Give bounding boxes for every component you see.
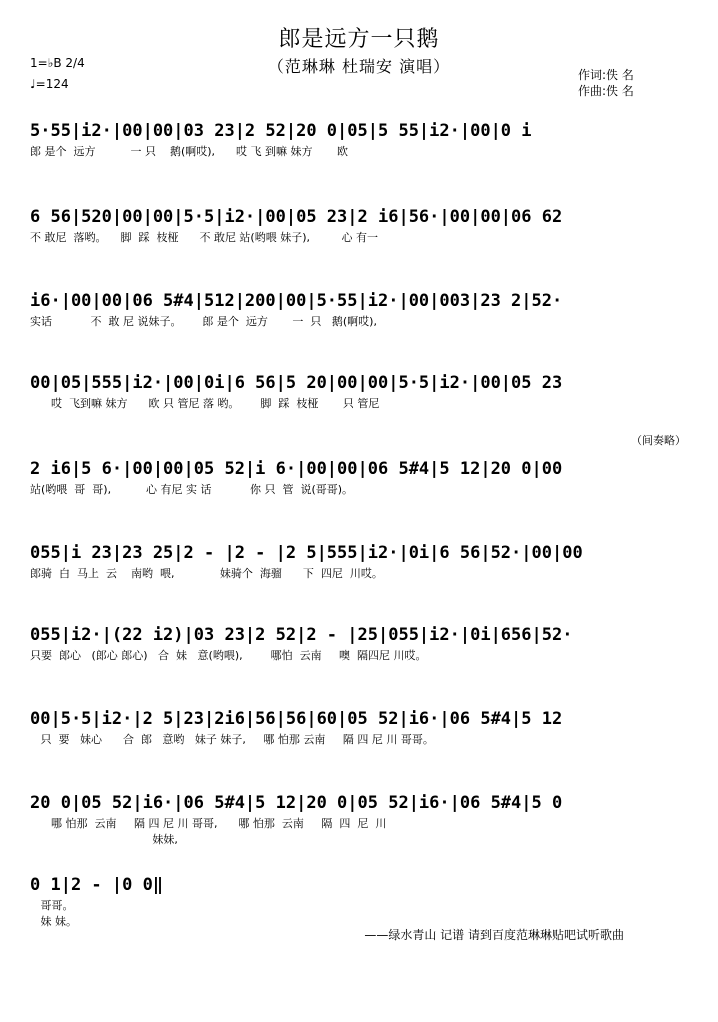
footer-text: ——绿水青山 记谱 请到百度范琳琳贴吧试听歌曲: [364, 928, 624, 942]
lyric-line: 郎骑 白 马上 云 南哟 喂, 妹骑个 海骝 下 四尼 川哎。: [30, 567, 383, 580]
lyric-line: 只 要 妹心 合 郎 意哟 妹子 妹子, 哪 怕那 云南 隔 四 尼 川 哥哥。: [30, 733, 434, 746]
staff-system-2: [30, 204, 690, 266]
lyric-line: 哥哥。: [30, 899, 74, 912]
staff-system-4: [30, 370, 690, 432]
lyric-line: 实话 不 敢 尼 说妹子。 郎 是个 远方 一 只 鹅(啊哎),: [30, 315, 377, 328]
lyric-line: 不 敢尼 落哟。 脚 踩 枝桠 不 敢尼 站(哟喂 妹子), 心 有一: [30, 231, 378, 244]
key-and-tempo: [30, 56, 85, 92]
staff-system-6: [30, 540, 690, 602]
notation-line: 055|i 23|23 25|2 - |2 - |2 5|555|i2·|0i|6 56|52·|00|00: [30, 543, 583, 563]
transcriber-credit: [0, 926, 718, 943]
interlude-note: （间奏略）: [631, 434, 686, 447]
notation-line: i6·|00|00|06 5#4|512|200|00|5·55|i2·|00|003|23 2|52·: [30, 291, 563, 311]
composer: 作曲:佚 名: [578, 84, 634, 98]
notation-line: 5·55|i2·|00|00|03 23|2 52|20 0|05|5 55|i2·|00|0 i: [30, 121, 532, 141]
credits: [578, 67, 634, 99]
lyric-line: 哎 飞到嘛 妹方 欧 只 管尼 落 哟。 脚 踩 枝桠 只 管尼: [30, 397, 380, 410]
lyric-line: 站(哟喂 哥 哥), 心 有尼 实 话 你 只 管 说(哥哥)。: [30, 483, 354, 496]
notation-line: 055|i2·|(22 i2)|03 23|2 52|2 - |25|055|i2·|0i|656|52·: [30, 625, 573, 645]
staff-system-5: [30, 434, 690, 518]
notation-line: 00|05|555|i2·|00|0i|6 56|5 20|00|00|5·5|i2·|00|05 23: [30, 373, 563, 393]
lyric-line: 郎 是个 远方 一 只 鹅(啊哎), 哎 飞 到嘛 妹方 欧: [30, 145, 348, 158]
lyric-line-second: 妹妹,: [30, 833, 178, 846]
lyric-line-second: 妹 妹。: [30, 915, 77, 928]
lyricist: 作词:佚 名: [578, 68, 634, 82]
lyric-line: 哪 怕那 云南 隔 四 尼 川 哥哥, 哪 怕那 云南 隔 四 尼 川: [30, 817, 387, 830]
lyric-line: 只要 郎心 (郎心 郎心) 合 妹 意(哟喂), 哪怕 云南 噢 隔四尼 川哎。: [30, 649, 427, 662]
notation-line: 00|5·5|i2·|2 5|23|2i6|56|56|60|05 52|i6·|06 5#4|5 12: [30, 709, 563, 729]
tempo-mark: ♩=124: [30, 77, 69, 91]
staff-system-10: [30, 872, 690, 934]
staff-system-9: [30, 790, 690, 852]
key-signature: 1=♭B 2/4: [30, 56, 85, 70]
notation-line: 0 1|2 - |0 0‖: [30, 875, 164, 895]
notation-line: 20 0|05 52|i6·|06 5#4|5 12|20 0|05 52|i6·|06 5#4|5 0: [30, 793, 563, 813]
staff-system-1: [30, 118, 690, 180]
notation-line: 6 56|520|00|00|5·5|i2·|00|05 23|2 i6|56·|00|00|06 62: [30, 207, 563, 227]
notation-line: 2 i6|5 6·|00|00|05 52|i 6·|00|00|06 5#4|5 12|20 0|00: [30, 459, 563, 479]
staff-system-8: [30, 706, 690, 768]
staff-system-7: [30, 622, 690, 684]
staff-system-3: [30, 288, 690, 350]
song-title: 郎是远方一只鹅: [278, 27, 440, 52]
performers: （范琳琳 杜瑞安 演唱）: [267, 57, 451, 76]
